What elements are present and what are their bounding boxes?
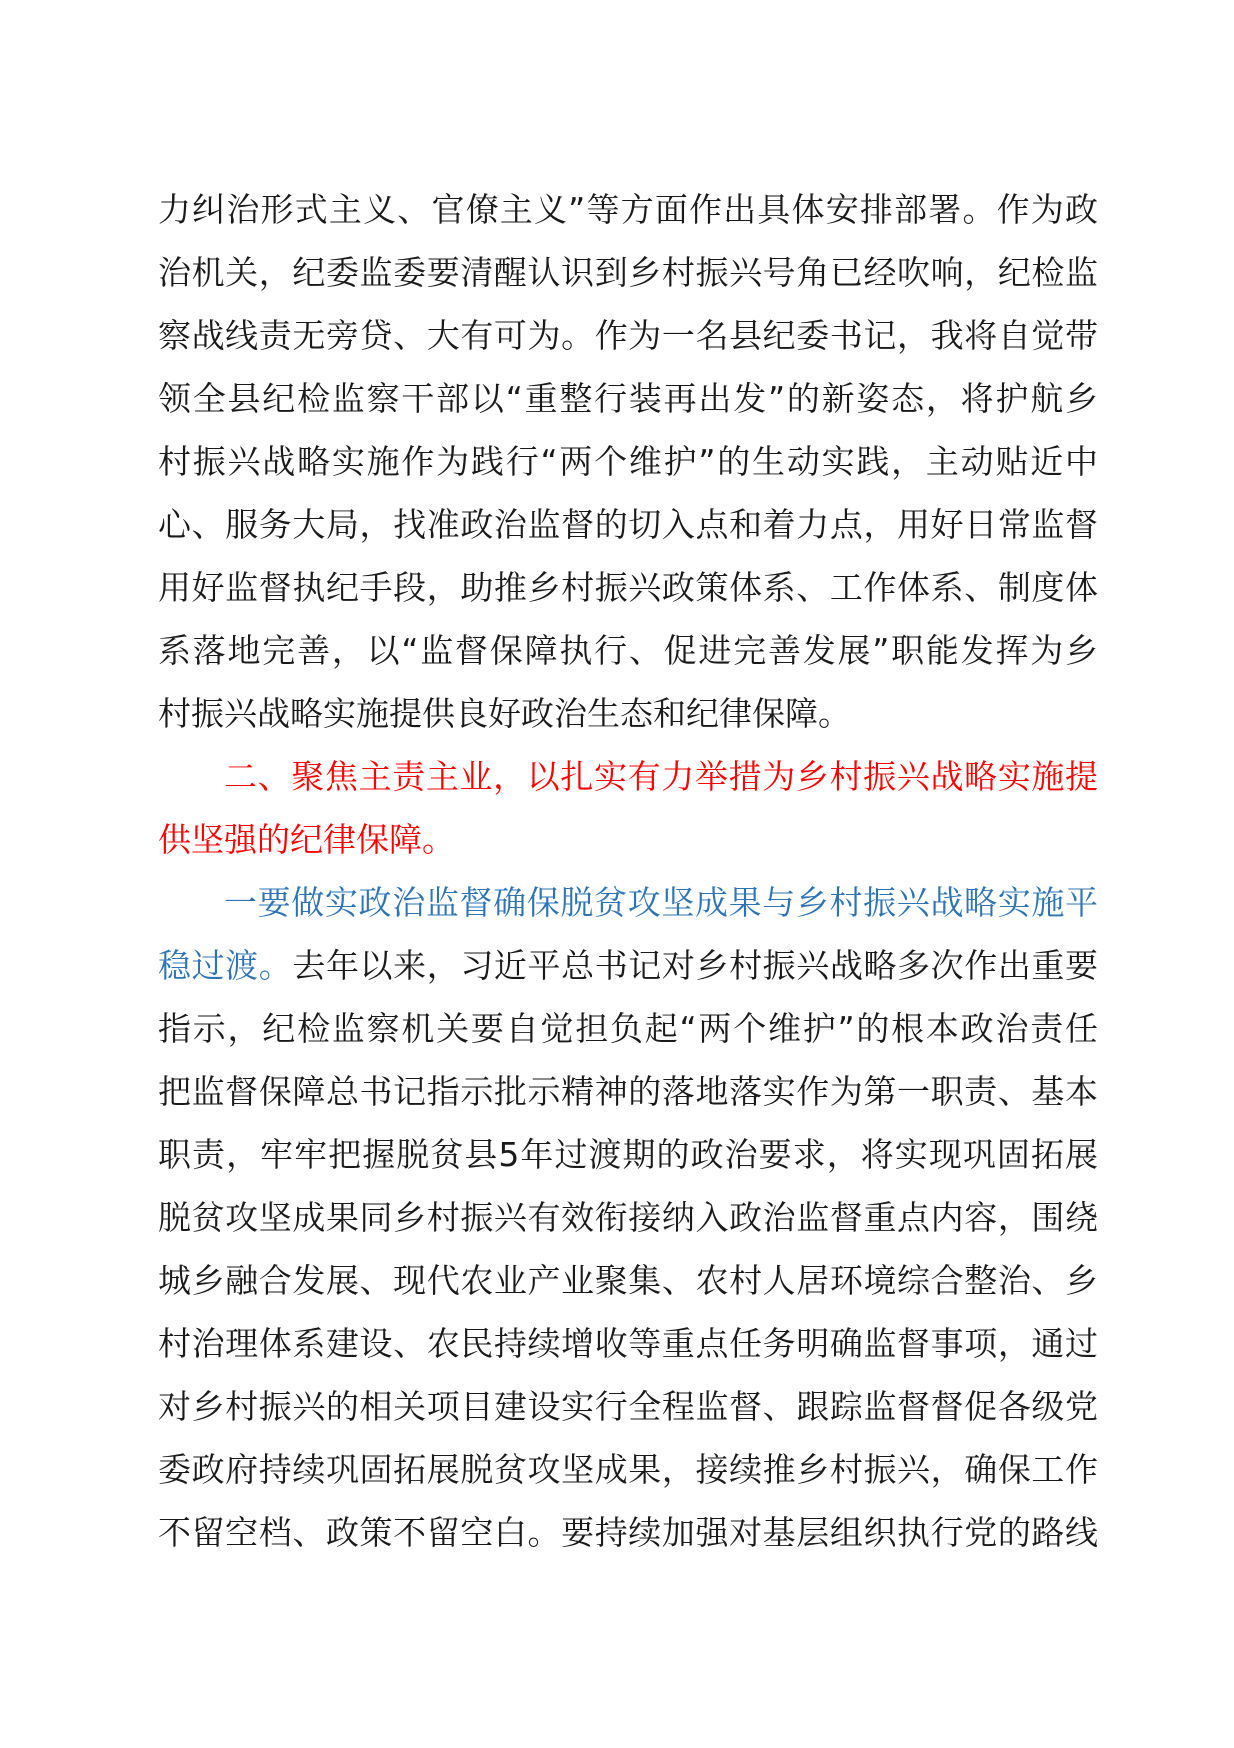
text-line: 察战线责无旁贷、大有可为。作为一名县纪委书记，我将自觉带 xyxy=(158,316,1098,355)
text-line: 治机关，纪委监委要清醒认识到乡村振兴号角已经吹响，纪检监 xyxy=(158,253,1098,292)
body-text: 去年以来，习近平总书记对乡村振兴战略多次作出重要 xyxy=(292,946,1099,985)
text-line: 对乡村振兴的相关项目建设实行全程监督、跟踪监督督促各级党 xyxy=(158,1387,1098,1426)
section-heading-2 xyxy=(158,745,1098,871)
text-line: 用好监督执纪手段，助推乡村振兴政策体系、工作体系、制度体 xyxy=(158,568,1098,607)
text-line: 脱贫攻坚成果同乡村振兴有效衔接纳入政治监督重点内容，围绕 xyxy=(158,1198,1098,1237)
heading-line: 二、聚焦主责主业，以扎实有力举措为乡村振兴战略实施提 xyxy=(224,757,1098,796)
mixed-line xyxy=(158,934,1098,997)
heading-line: 供坚强的纪律保障。 xyxy=(158,820,455,859)
emphasis-line: 一要做实政治监督确保脱贫攻坚成果与乡村振兴战略实施平 xyxy=(224,883,1098,922)
text-line: 领全县纪检监察干部以“重整行装再出发”的新姿态，将护航乡 xyxy=(158,379,1098,418)
emphasis-text: 稳过渡。 xyxy=(158,946,293,985)
text-line: 把监督保障总书记指示批示精神的落地落实作为第一职责、基本 xyxy=(158,1072,1098,1111)
text-line: 指示，纪检监察机关要自觉担负起“两个维护”的根本政治责任 xyxy=(158,1009,1098,1048)
text-line: 委政府持续巩固拓展脱贫攻坚成果，接续推乡村振兴，确保工作 xyxy=(158,1450,1098,1489)
paragraph-1 xyxy=(158,178,1098,745)
text-line: 村振兴战略实施作为践行“两个维护”的生动实践，主动贴近中 xyxy=(158,442,1098,481)
text-line: 城乡融合发展、现代农业产业聚集、农村人居环境综合整治、乡 xyxy=(158,1261,1098,1300)
document-body xyxy=(158,178,1098,1564)
text-line: 心、服务大局，找准政治监督的切入点和着力点，用好日常监督 xyxy=(158,505,1098,544)
text-line: 不留空档、政策不留空白。要持续加强对基层组织执行党的路线 xyxy=(158,1513,1098,1552)
text-line: 力纠治形式主义、官僚主义”等方面作出具体安排部署。作为政 xyxy=(158,190,1098,229)
paragraph-2 xyxy=(158,871,1098,1564)
text-line: 村治理体系建设、农民持续增收等重点任务明确监督事项，通过 xyxy=(158,1324,1098,1363)
text-line: 系落地完善，以“监督保障执行、促进完善发展”职能发挥为乡 xyxy=(158,631,1098,670)
text-line: 职责，牢牢把握脱贫县5年过渡期的政治要求，将实现巩固拓展 xyxy=(158,1135,1098,1174)
text-line: 村振兴战略实施提供良好政治生态和纪律保障。 xyxy=(158,694,851,733)
